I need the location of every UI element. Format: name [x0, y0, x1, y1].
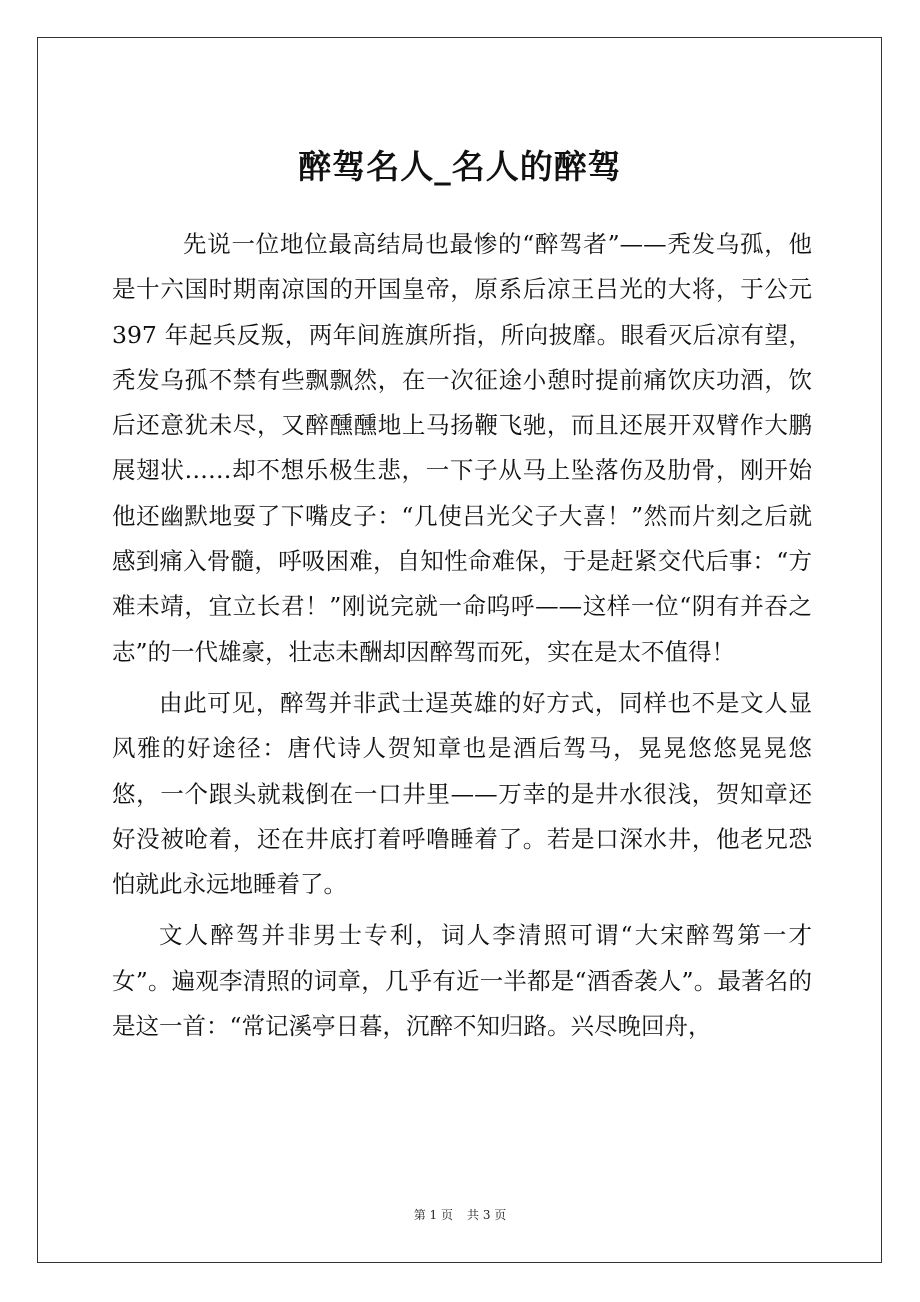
paragraph-2: 由此可见，醉驾并非武士逞英雄的好方式，同样也不是文人显风雅的好途径：唐代诗人贺知章也是酒后驾马，晃晃悠悠晃晃悠悠，一个跟头就栽倒在一口井里——万幸的是井水很浅，贺知章还好没被呛着，还在井底打着呼噜睡着了。若是口深水井，他老兄恐怕就此永远地睡着了。 — [112, 688, 812, 899]
paragraph-3: 文人醉驾并非男士专利，词人李清照可谓“大宋醉驾第一才女”。遍观李清照的词章，几乎有近一半都是“酒香袭人”。最著名的是这一首：“常记溪亭日暮，沉醉不知归路。兴尽晚回舟， — [112, 921, 812, 1041]
document-body — [112, 222, 812, 1049]
paragraph-1: 先说一位地位最高结局也最惨的“醉驾者”——秃发乌孤，他是十六国时期南凉国的开国皇帝，原系后凉王吕光的大将，于公元 397 年起兵反叛，两年间旌旗所指，所向披靡。眼看灭后凉有望，秃发乌孤不禁有些飘飘然，在一次征途小憩时提前痛饮庆功酒，饮后还意犹未尽，又醉醺醺地上马扬鞭飞驰，而且还展开双臂作大鹏展翅状……却不想乐极生悲，一下子从马上坠落伤及肋骨，刚开始他还幽默地耍了下嘴皮子：“几使吕光父子大喜！”然而片刻之后就感到痛入骨髓，呼吸困难，自知性命难保，于是赶紧交代后事：“方难未靖，宜立长君！”刚说完就一命呜呼——这样一位“阴有并吞之志”的一代雄豪，壮志未酬却因醉驾而死，实在是太不值得！ — [112, 230, 812, 666]
document-title: 醉驾名人_名人的醉驾 — [298, 147, 622, 186]
page-footer — [0, 1205, 920, 1225]
page-number: 第 1 页 — [413, 1208, 453, 1222]
page-total: 共 3 页 — [467, 1208, 507, 1222]
